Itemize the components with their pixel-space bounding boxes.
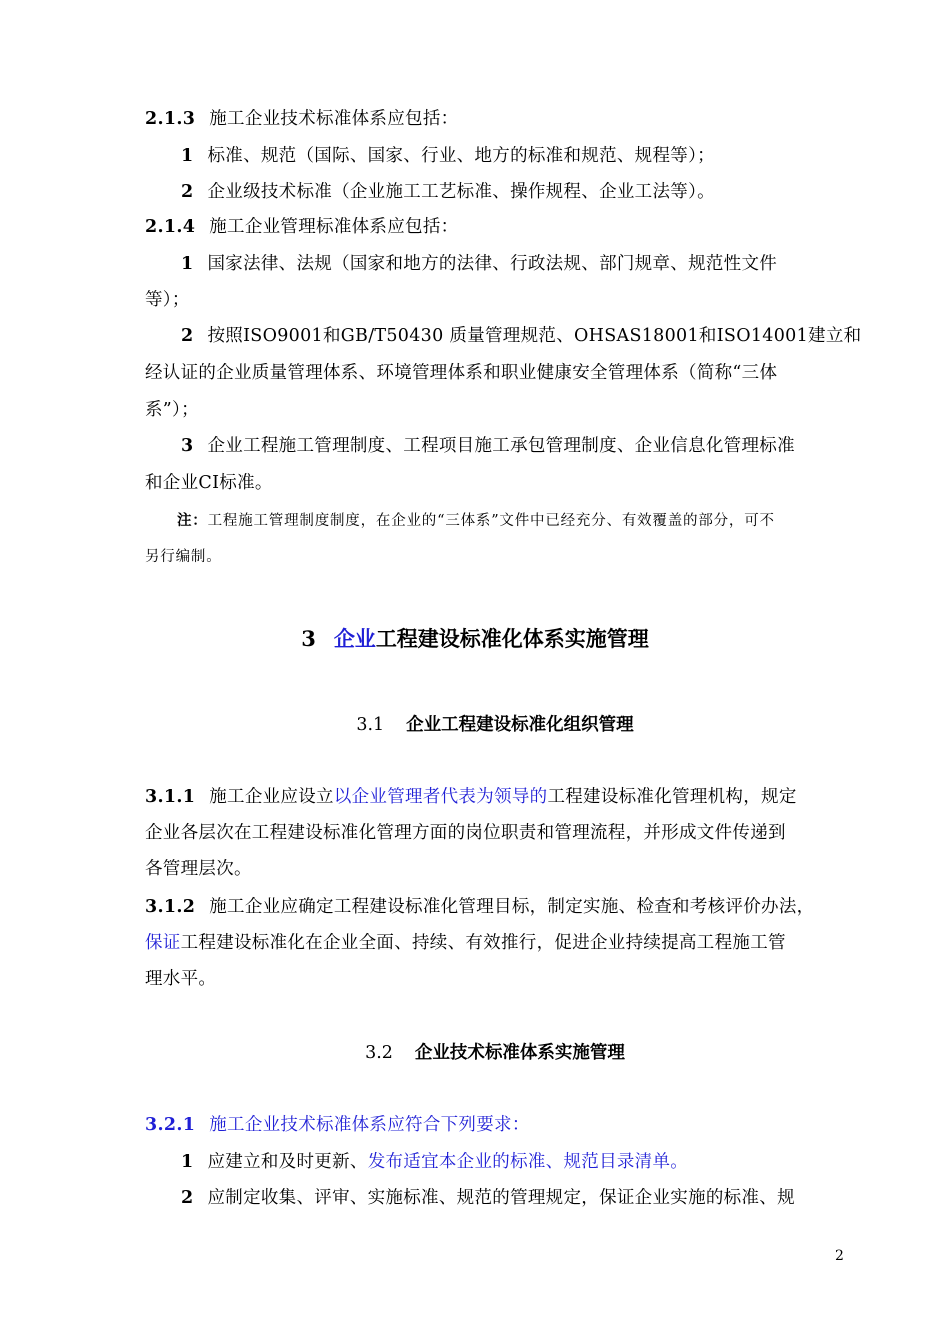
heading-highlight: 企业 xyxy=(333,626,376,651)
note-text: 工程施工管理制度制度，在企业的“三体系”文件中已经充分、有效覆盖的部分，可不 xyxy=(207,513,775,529)
list-item xyxy=(181,1186,851,1210)
heading-number: 3.1 xyxy=(356,715,385,735)
note-label: 注： xyxy=(177,512,208,529)
clause-continuation: 理水平。 xyxy=(145,969,217,989)
list-item-continuation: 等）； xyxy=(145,290,190,310)
heading-text: 工程建设标准化体系实施管理 xyxy=(375,626,649,651)
list-item xyxy=(181,1150,851,1174)
clause-continuation xyxy=(145,931,855,955)
clause-text: 工程建设标准化在企业全面、持续、有效推行，促进企业持续提高工程施工管 xyxy=(180,933,786,953)
item-number: 3 xyxy=(181,436,194,456)
clause-3-1-1 xyxy=(145,785,855,809)
clause-text: 施工企业应确定工程建设标准化管理目标，制定实施、检查和考核评价办法， xyxy=(209,897,815,917)
item-number: 2 xyxy=(181,326,194,346)
clause-2-1-4 xyxy=(145,215,855,239)
item-number: 1 xyxy=(181,254,194,274)
list-item xyxy=(181,252,851,276)
clause-continuation: 各管理层次。 xyxy=(145,859,252,879)
list-item-continuation: 经认证的企业质量管理体系、环境管理体系和职业健康安全管理体系（简称“三体 xyxy=(145,363,778,383)
item-number: 2 xyxy=(181,1188,194,1208)
heading-number: 3.2 xyxy=(365,1043,393,1063)
heading-text: 企业工程建设标准化组织管理 xyxy=(406,715,634,735)
section-heading-3-2 xyxy=(0,1041,950,1065)
clause-number: 3.2.1 xyxy=(145,1115,196,1135)
clause-3-2-1 xyxy=(145,1113,855,1137)
item-number: 2 xyxy=(181,182,194,202)
clause-number: 3.1.2 xyxy=(145,897,196,917)
list-item-continuation: 和企业CI标准。 xyxy=(145,473,273,493)
section-heading-3 xyxy=(0,625,950,653)
clause-2-1-3 xyxy=(145,107,855,131)
clause-text: 施工企业技术标准体系应包括： xyxy=(209,109,459,129)
clause-number: 2.1.3 xyxy=(145,109,196,129)
item-text: 企业级技术标准（企业施工工艺标准、操作规程、企业工法等）。 xyxy=(207,182,715,202)
clause-text: 工程建设标准化管理机构，规定 xyxy=(547,787,797,807)
item-text: 按照ISO9001和GB/T50430 质量管理规范、OHSAS18001和ISO14001建立和 xyxy=(207,326,862,346)
page-number: 2 xyxy=(835,1248,844,1264)
list-item xyxy=(181,434,851,458)
list-item xyxy=(181,324,862,348)
item-text: 应建立和及时更新、 xyxy=(207,1152,368,1172)
item-text: 企业工程施工管理制度、工程项目施工承包管理制度、企业信息化管理标准 xyxy=(207,436,795,456)
item-text: 标准、规范（国际、国家、行业、地方的标准和规范、规程等）； xyxy=(207,146,715,166)
section-heading-3-1 xyxy=(0,713,950,737)
item-text: 国家法律、法规（国家和地方的法律、行政法规、部门规章、规范性文件 xyxy=(207,254,778,274)
clause-number: 3.1.1 xyxy=(145,787,196,807)
item-number: 1 xyxy=(181,146,194,166)
note-continuation: 另行编制。 xyxy=(145,549,222,565)
clause-highlight: 以企业管理者代表为领导的 xyxy=(333,787,548,807)
list-item-continuation: 系”）； xyxy=(145,400,199,420)
heading-number: 3 xyxy=(301,626,316,651)
clause-continuation: 企业各层次在工程建设标准化管理方面的岗位职责和管理流程，并形成文件传递到 xyxy=(145,823,786,843)
heading-text: 企业技术标准体系实施管理 xyxy=(414,1043,625,1063)
clause-text: 施工企业管理标准体系应包括： xyxy=(209,217,459,237)
list-item xyxy=(181,144,851,168)
note xyxy=(177,509,887,533)
clause-text: 施工企业应设立 xyxy=(209,787,334,807)
clause-text: 施工企业技术标准体系应符合下列要求： xyxy=(209,1115,530,1135)
item-highlight: 发布适宜本企业的标准、规范目录清单。 xyxy=(367,1152,689,1172)
list-item xyxy=(181,180,851,204)
item-text: 应制定收集、评审、实施标准、规范的管理规定，保证企业实施的标准、规 xyxy=(207,1188,795,1208)
clause-highlight: 保证 xyxy=(145,933,181,953)
item-number: 1 xyxy=(181,1152,194,1172)
clause-3-1-2 xyxy=(145,895,855,919)
clause-number: 2.1.4 xyxy=(145,217,196,237)
